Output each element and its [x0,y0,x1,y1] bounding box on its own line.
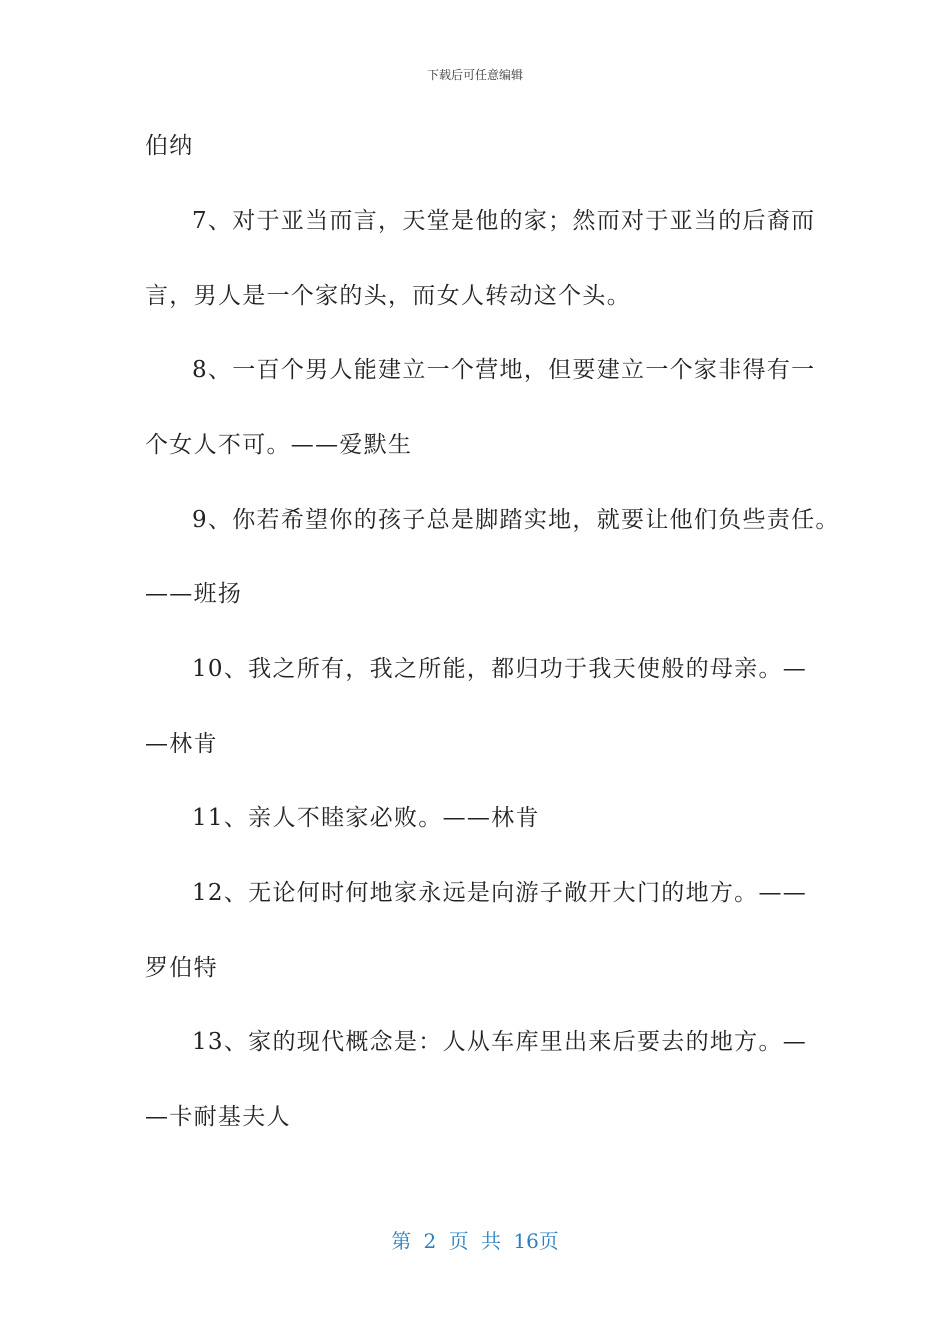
text-line: 伯纳 [145,133,194,159]
text-line: 10、我之所有，我之所能，都归功于我天使般的母亲。— [192,656,808,682]
page-number-footer: 第 2 页 共 16页 [391,1229,559,1253]
text-line: 13、家的现代概念是：人从车库里出来后要去的地方。— [192,1029,808,1055]
text-line: 8、一百个男人能建立一个营地，但要建立一个家非得有一 [192,357,816,383]
text-line: —卡耐基夫人 [145,1104,291,1130]
text-line: 个女人不可。——爱默生 [145,432,413,458]
text-line: —林肯 [145,731,218,757]
text-line: 12、无论何时何地家永远是向游子敞开大门的地方。—— [192,880,808,906]
text-line: 11、亲人不睦家必败。——林肯 [192,805,540,831]
text-line: 言，男人是一个家的头，而女人转动这个头。 [145,283,631,309]
page-header-note: 下载后可任意编辑 [426,68,523,82]
text-line: 9、你若希望你的孩子总是脚踏实地，就要让他们负些责任。 [192,507,840,533]
text-line: 7、对于亚当而言，天堂是他的家；然而对于亚当的后裔而 [192,208,816,234]
text-line: ——班扬 [145,581,243,607]
text-line: 罗伯特 [145,955,218,981]
